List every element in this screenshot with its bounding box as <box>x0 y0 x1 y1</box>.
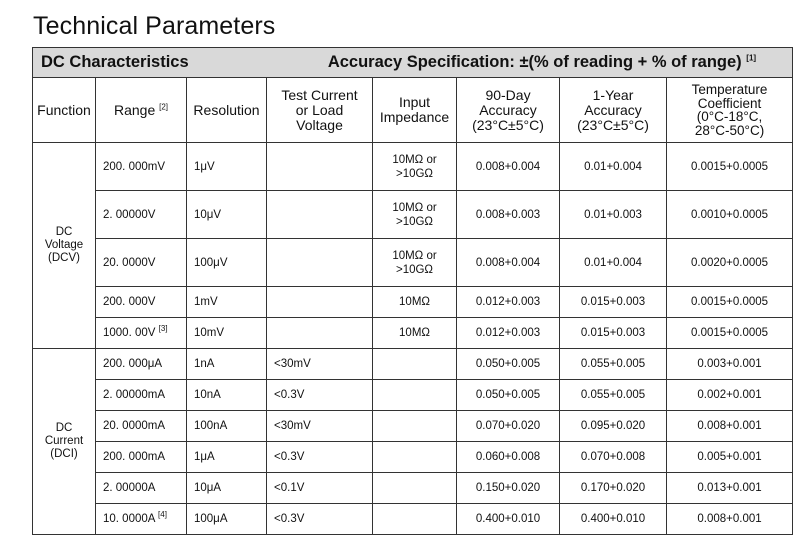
accuracy-1year-cell: 0.055+0.005 <box>560 380 667 411</box>
range-cell: 2. 00000mA <box>96 380 187 411</box>
accuracy-90day-cell: 0.008+0.004 <box>457 239 560 287</box>
accuracy-90day-cell: 0.050+0.005 <box>457 380 560 411</box>
dci-row <box>33 349 793 380</box>
test-current-cell: <30mV <box>267 349 373 380</box>
range-cell: 200. 000mV <box>96 143 187 191</box>
header-range-footnote-ref: [2] <box>159 101 169 111</box>
accuracy-1year-cell: 0.015+0.003 <box>560 287 667 318</box>
dci-row <box>33 442 793 473</box>
resolution-cell: 1nA <box>187 349 267 380</box>
resolution-cell: 10nA <box>187 380 267 411</box>
accuracy-1year-cell: 0.01+0.004 <box>560 239 667 287</box>
accuracy-1year-cell: 0.01+0.004 <box>560 143 667 191</box>
range-footnote-ref: [4] <box>158 510 167 520</box>
range-cell: 200. 000μA <box>96 349 187 380</box>
test-current-cell <box>267 287 373 318</box>
header-function: Function <box>33 78 96 143</box>
accuracy-90day-cell: 0.008+0.003 <box>457 191 560 239</box>
accuracy-90day-cell: 0.012+0.003 <box>457 318 560 349</box>
input-impedance-cell: 10MΩ or >10GΩ <box>373 239 457 287</box>
accuracy-90day-cell: 0.050+0.005 <box>457 349 560 380</box>
header-range <box>96 78 187 143</box>
accuracy-1year-cell: 0.01+0.003 <box>560 191 667 239</box>
accuracy-90day-cell: 0.060+0.008 <box>457 442 560 473</box>
temperature-coefficient-cell: 0.0015+0.0005 <box>667 318 793 349</box>
resolution-cell: 10μV <box>187 191 267 239</box>
resolution-cell: 1mV <box>187 287 267 318</box>
resolution-cell: 1μA <box>187 442 267 473</box>
range-cell: 200. 000V <box>96 287 187 318</box>
header-range-label: Range <box>113 101 156 118</box>
accuracy-1year-cell: 0.170+0.020 <box>560 473 667 504</box>
accuracy-1year-cell: 0.015+0.003 <box>560 318 667 349</box>
accuracy-1year-cell: 0.095+0.020 <box>560 411 667 442</box>
input-impedance-cell: 10MΩ <box>373 287 457 318</box>
column-header-row <box>33 78 793 143</box>
input-impedance-cell: 10MΩ <box>373 318 457 349</box>
temperature-coefficient-cell: 0.0020+0.0005 <box>667 239 793 287</box>
accuracy-1year-cell: 0.400+0.010 <box>560 504 667 535</box>
test-current-cell <box>267 191 373 239</box>
input-impedance-cell <box>373 442 457 473</box>
dci-row <box>33 380 793 411</box>
header-test-current: Test Current or Load Voltage <box>267 78 373 143</box>
header-resolution: Resolution <box>187 78 267 143</box>
banner-accuracy-spec <box>267 48 793 78</box>
range-cell: 2. 00000A <box>96 473 187 504</box>
banner-title: DC Characteristics <box>33 48 267 78</box>
dcv-row <box>33 287 793 318</box>
page-title: Technical Parameters <box>33 12 276 40</box>
test-current-cell <box>267 239 373 287</box>
input-impedance-cell: 10MΩ or >10GΩ <box>373 143 457 191</box>
test-current-cell: <0.1V <box>267 473 373 504</box>
dci-row <box>33 411 793 442</box>
range-cell: 20. 0000mA <box>96 411 187 442</box>
dcv-row <box>33 143 793 191</box>
table-banner <box>33 48 793 78</box>
test-current-cell <box>267 318 373 349</box>
range-cell: 1000. 00V [3] <box>96 318 187 349</box>
input-impedance-cell <box>373 504 457 535</box>
test-current-cell: <30mV <box>267 411 373 442</box>
temperature-coefficient-cell: 0.003+0.001 <box>667 349 793 380</box>
range-cell: 20. 0000V <box>96 239 187 287</box>
header-temperature-coefficient: Temperature Coefficient (0°C-18°C, 28°C-50°C) <box>667 78 793 143</box>
input-impedance-cell <box>373 473 457 504</box>
dcv-function-label: DC Voltage (DCV) <box>33 143 96 349</box>
header-1year-accuracy: 1-Year Accuracy (23°C±5°C) <box>560 78 667 143</box>
accuracy-1year-cell: 0.070+0.008 <box>560 442 667 473</box>
dcv-row <box>33 318 793 349</box>
accuracy-90day-cell: 0.400+0.010 <box>457 504 560 535</box>
resolution-cell: 100nA <box>187 411 267 442</box>
resolution-cell: 10mV <box>187 318 267 349</box>
test-current-cell: <0.3V <box>267 442 373 473</box>
test-current-cell: <0.3V <box>267 504 373 535</box>
dcv-row <box>33 191 793 239</box>
temperature-coefficient-cell: 0.008+0.001 <box>667 504 793 535</box>
resolution-cell: 100μA <box>187 504 267 535</box>
range-cell: 2. 00000V <box>96 191 187 239</box>
temperature-coefficient-cell: 0.002+0.001 <box>667 380 793 411</box>
dci-row <box>33 504 793 535</box>
range-footnote-ref: [3] <box>158 324 168 334</box>
resolution-cell: 1μV <box>187 143 267 191</box>
temperature-coefficient-cell: 0.005+0.001 <box>667 442 793 473</box>
dci-function-label: DC Current (DCI) <box>33 349 96 535</box>
input-impedance-cell <box>373 380 457 411</box>
test-current-cell: <0.3V <box>267 380 373 411</box>
dc-characteristics-table <box>32 47 793 535</box>
range-cell: 200. 000mA <box>96 442 187 473</box>
input-impedance-cell: 10MΩ or >10GΩ <box>373 191 457 239</box>
temperature-coefficient-cell: 0.013+0.001 <box>667 473 793 504</box>
accuracy-90day-cell: 0.008+0.004 <box>457 143 560 191</box>
dcv-row <box>33 239 793 287</box>
banner-accuracy-text: Accuracy Specification: ±(% of reading + % of range) <box>327 53 742 71</box>
dci-row <box>33 473 793 504</box>
resolution-cell: 100μV <box>187 239 267 287</box>
input-impedance-cell <box>373 349 457 380</box>
temperature-coefficient-cell: 0.0015+0.0005 <box>667 287 793 318</box>
input-impedance-cell <box>373 411 457 442</box>
temperature-coefficient-cell: 0.0010+0.0005 <box>667 191 793 239</box>
test-current-cell <box>267 143 373 191</box>
banner-footnote-ref: [1] <box>746 53 757 63</box>
temperature-coefficient-cell: 0.008+0.001 <box>667 411 793 442</box>
range-cell: 10. 0000A [4] <box>96 504 187 535</box>
accuracy-90day-cell: 0.012+0.003 <box>457 287 560 318</box>
accuracy-1year-cell: 0.055+0.005 <box>560 349 667 380</box>
accuracy-90day-cell: 0.070+0.020 <box>457 411 560 442</box>
temperature-coefficient-cell: 0.0015+0.0005 <box>667 143 793 191</box>
accuracy-90day-cell: 0.150+0.020 <box>457 473 560 504</box>
header-90day-accuracy: 90-Day Accuracy (23°C±5°C) <box>457 78 560 143</box>
resolution-cell: 10μA <box>187 473 267 504</box>
header-input-impedance: Input Impedance <box>373 78 457 143</box>
